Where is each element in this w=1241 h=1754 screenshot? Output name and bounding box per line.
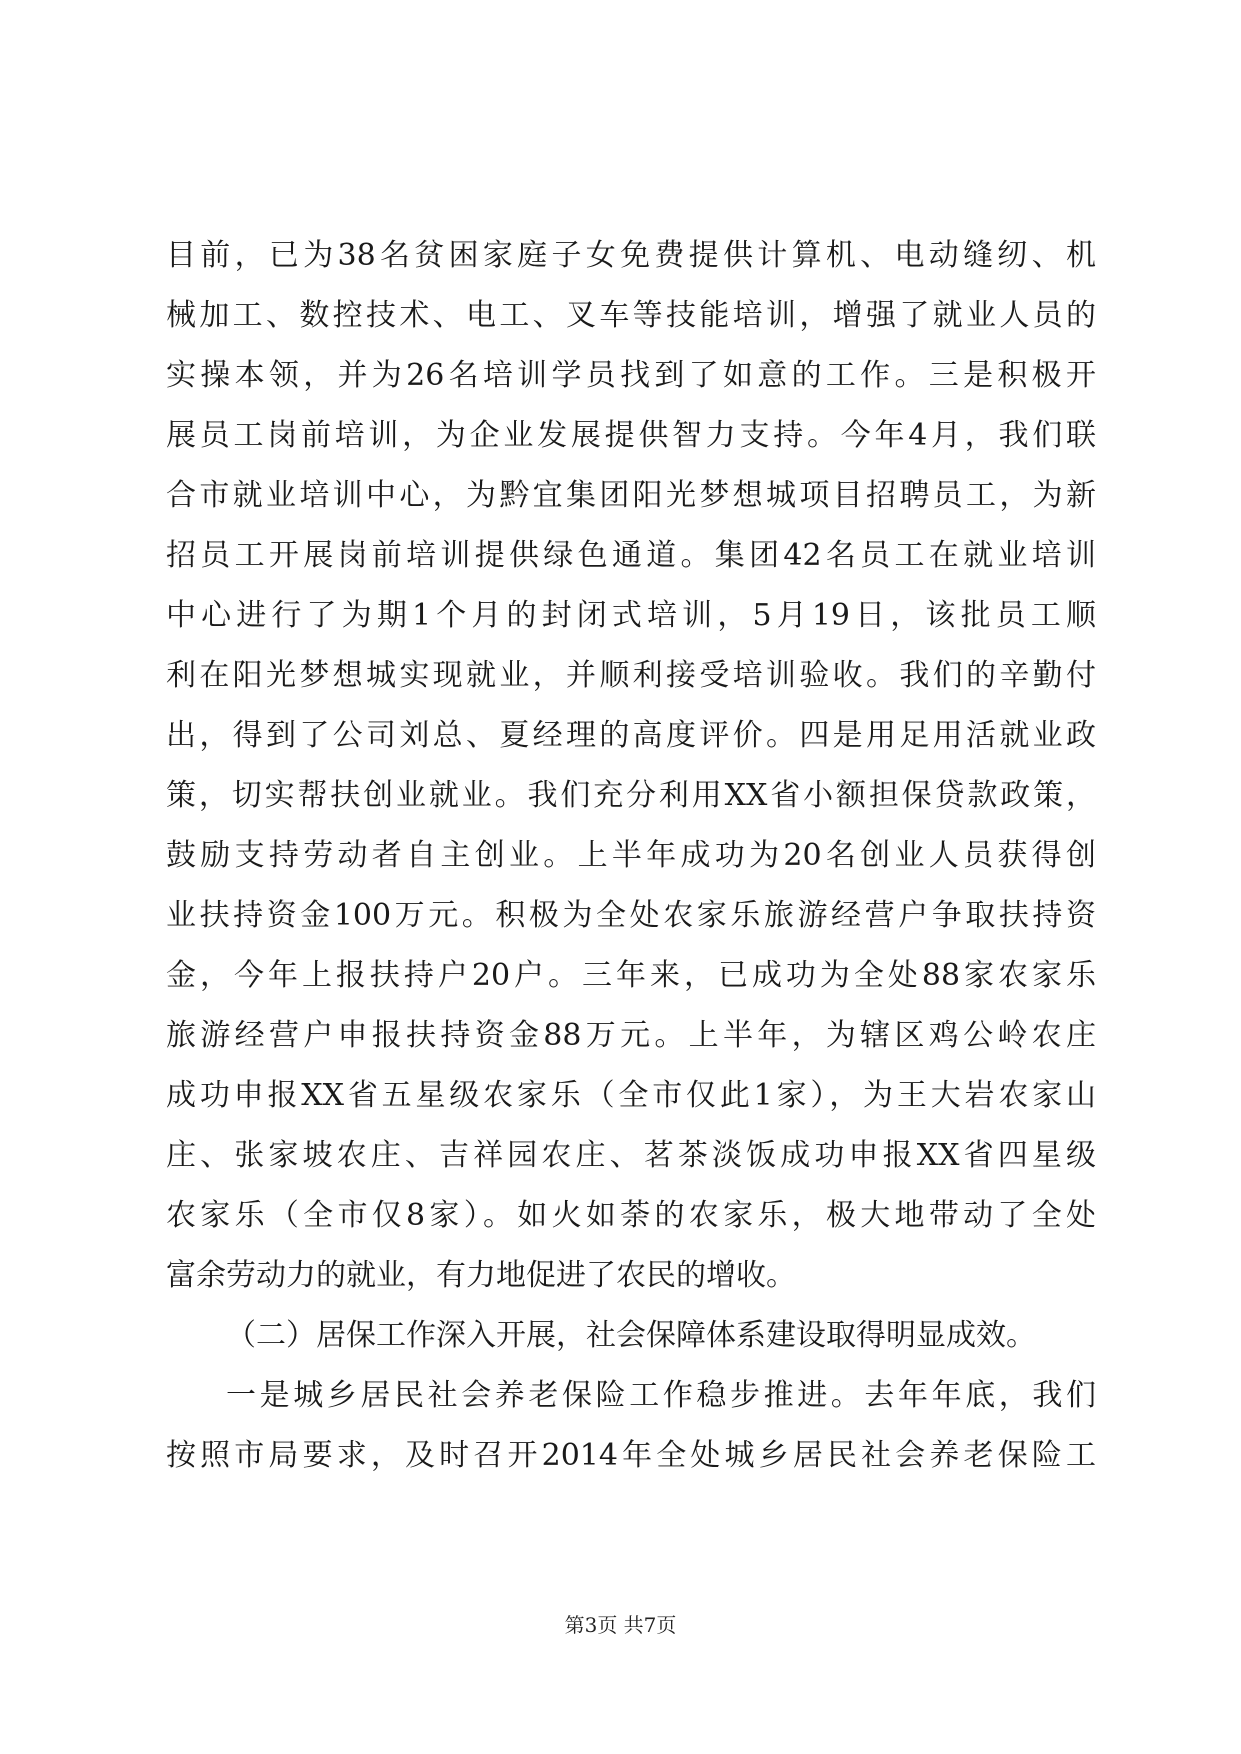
text-line: 策，切实帮扶创业就业。我们充分利用XX省小额担保贷款政策， (166, 778, 1096, 813)
heading-line: （二）居保工作深入开展，社会保障体系建设取得明显成效。 (226, 1318, 1036, 1353)
text-line: 鼓励支持劳动者自主创业。上半年成功为20名创业人员获得创 (166, 838, 1096, 873)
paragraph-3 (166, 1366, 1096, 1486)
document-body (166, 226, 1096, 1486)
text-line: 实操本领，并为26名培训学员找到了如意的工作。三是积极开 (166, 358, 1096, 393)
text-line: 械加工、数控技术、电工、叉车等技能培训，增强了就业人员的 (166, 298, 1096, 333)
text-line: 合市就业培训中心，为黔宜集团阳光梦想城项目招聘员工，为新 (166, 478, 1096, 513)
text-line: 按照市局要求，及时召开2014年全处城乡居民社会养老保险工 (166, 1438, 1096, 1473)
text-line: 成功申报XX省五星级农家乐（全市仅此1家），为王大岩农家山 (166, 1078, 1096, 1113)
page-footer (0, 1610, 1241, 1640)
text-line: 展员工岗前培训，为企业发展提供智力支持。今年4月，我们联 (166, 418, 1096, 453)
text-line: 一是城乡居民社会养老保险工作稳步推进。去年年底，我们 (226, 1378, 1096, 1413)
text-line: 招员工开展岗前培训提供绿色通道。集团42名员工在就业培训 (166, 538, 1096, 573)
text-line: 金，今年上报扶持户20户。三年来，已成功为全处88家农家乐 (166, 958, 1096, 993)
text-line: 出，得到了公司刘总、夏经理的高度评价。四是用足用活就业政 (166, 718, 1096, 753)
text-line: 庄、张家坡农庄、吉祥园农庄、茗茶淡饭成功申报XX省四星级 (166, 1138, 1096, 1173)
text-line: 利在阳光梦想城实现就业，并顺利接受培训验收。我们的辛勤付 (166, 658, 1096, 693)
text-line: 农家乐（全市仅8家）。如火如荼的农家乐，极大地带动了全处 (166, 1198, 1096, 1233)
text-line: 中心进行了为期1个月的封闭式培训，5月19日，该批员工顺 (166, 598, 1096, 633)
text-line: 目前，已为38名贫困家庭子女免费提供计算机、电动缝纫、机 (166, 238, 1096, 273)
text-line: 业扶持资金100万元。积极为全处农家乐旅游经营户争取扶持资 (166, 898, 1096, 933)
paragraph-1 (166, 226, 1096, 1306)
section-heading (166, 1306, 1096, 1366)
text-line: 旅游经营户申报扶持资金88万元。上半年，为辖区鸡公岭农庄 (166, 1018, 1096, 1053)
page-number: 第3页 共7页 (564, 1613, 677, 1637)
text-line: 富余劳动力的就业，有力地促进了农民的增收。 (166, 1258, 796, 1293)
